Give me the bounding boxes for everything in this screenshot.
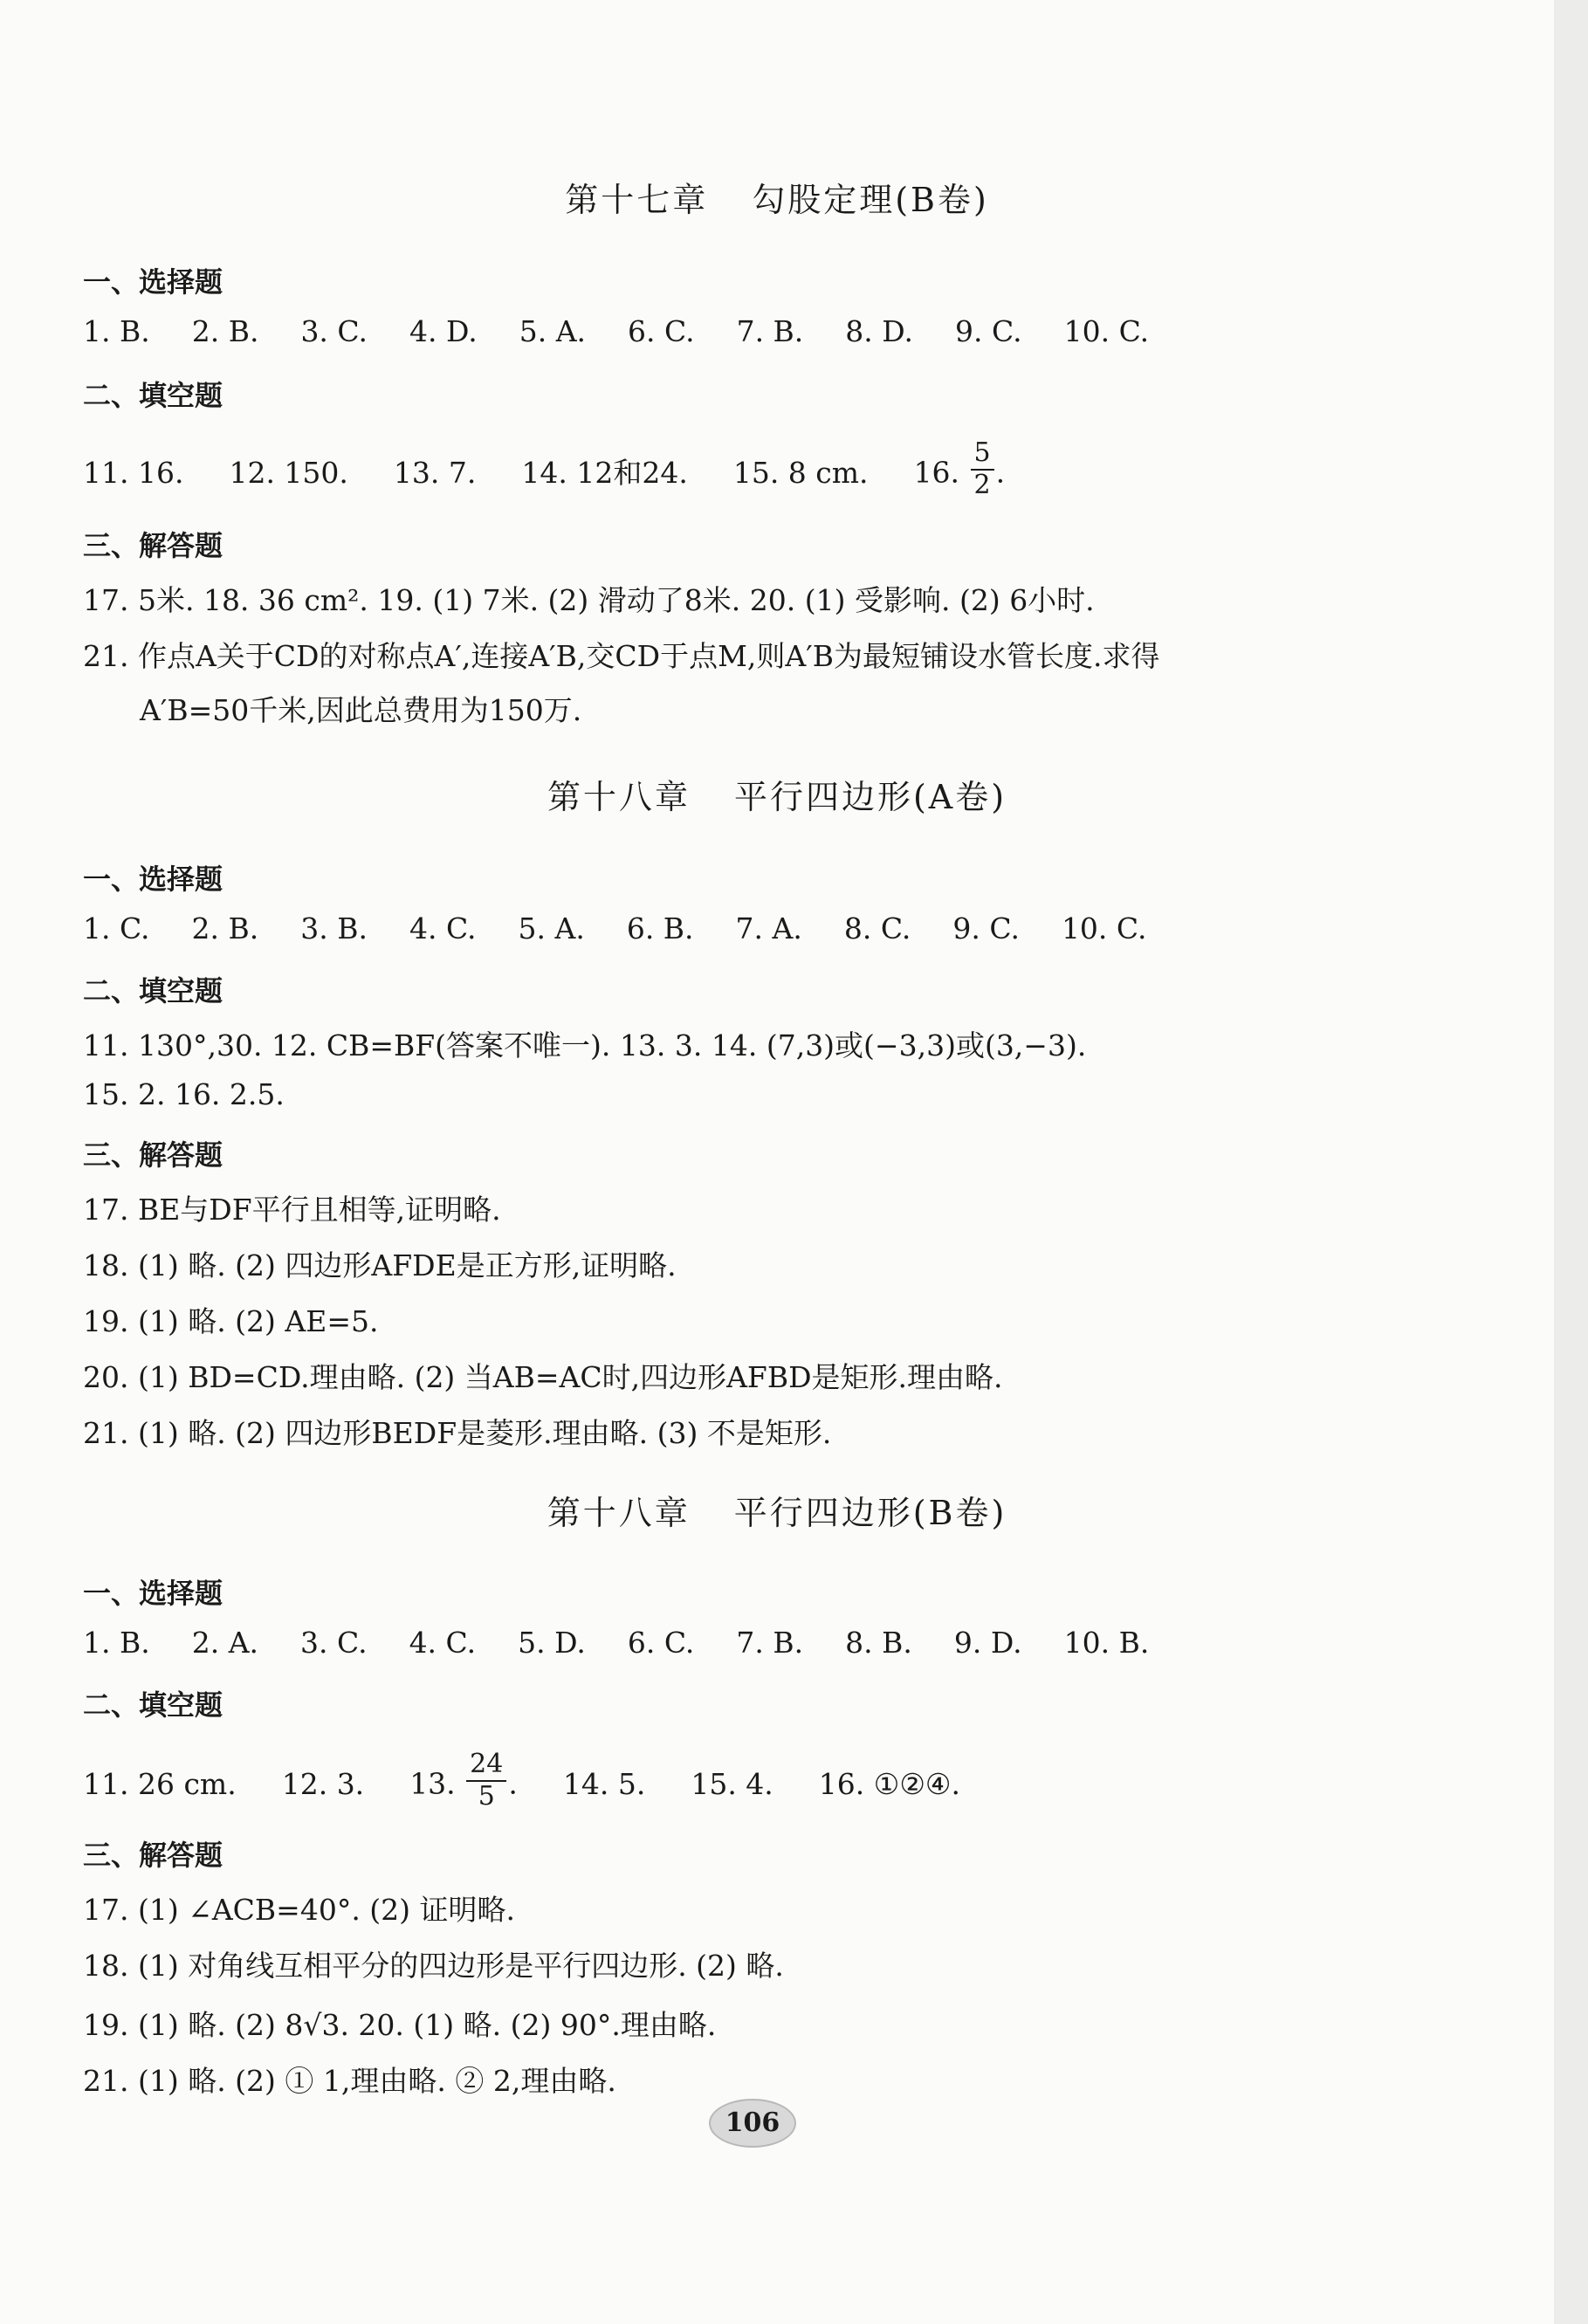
answer-item: 11. 16. xyxy=(83,455,184,490)
answer-item: 9. C. xyxy=(952,911,1020,945)
section-heading-choice: 一、选择题 xyxy=(83,1577,223,1610)
answer-item: 9. D. xyxy=(953,1626,1022,1660)
solve-line: A′B=50千米,因此总费用为150万. xyxy=(140,693,582,727)
answer-item: 13. 7. xyxy=(393,455,477,490)
solve-line: 17. 5米. 18. 36 cm². 19. (1) 7米. (2) 滑动了8米. 20. (1) 受影响. (2) 6小时. xyxy=(83,583,1095,617)
answer-item: 4. C. xyxy=(409,1626,477,1660)
fraction: $\frac{24}{5}$ xyxy=(466,1750,506,1812)
answer-item: 2. B. xyxy=(191,911,259,945)
chapter-title: 第十七章 勾股定理(B卷) xyxy=(565,181,989,219)
answer-item: 7. B. xyxy=(736,1626,804,1660)
section-heading-solve: 三、解答题 xyxy=(83,1839,223,1872)
solve-line: 17. (1) ∠ACB=40°. (2) 证明略. xyxy=(83,1893,516,1927)
answer-item: 4. C. xyxy=(409,911,477,945)
answer-item: 13. $\frac{24}{5}$ . xyxy=(409,1749,518,1812)
solve-line: 21. (1) 略. (2) 四边形BEDF是菱形.理由略. (3) 不是矩形. xyxy=(83,1416,832,1450)
answer-item: 10. C. xyxy=(1063,314,1150,348)
answer-item: 12. 150. xyxy=(229,455,348,490)
answer-item: 1. C. xyxy=(83,911,150,945)
answer-item: 1. B. xyxy=(83,314,150,348)
solve-line: 18. (1) 略. (2) 四边形AFDE是正方形,证明略. xyxy=(83,1248,677,1282)
answer-item: 8. C. xyxy=(843,911,911,945)
answer-item: 8. B. xyxy=(845,1626,912,1660)
fill-answers xyxy=(83,437,1502,505)
solve-line: 17. BE与DF平行且相等,证明略. xyxy=(83,1193,501,1227)
fill-line: 11. 130°,30. 12. CB=BF(答案不唯一). 13. 3. 14. (7,3)或(−3,3)或(3,−3). xyxy=(83,1028,1087,1062)
section-heading-solve: 三、解答题 xyxy=(83,529,223,562)
answer-item: 15. 8 cm. xyxy=(732,455,869,490)
section-heading-fill: 二、填空题 xyxy=(83,379,223,412)
page-edge xyxy=(1554,0,1588,2324)
answer-item: 3. C. xyxy=(300,1626,368,1660)
chapter-title: 第十八章 平行四边形(A卷) xyxy=(547,778,1007,816)
section-heading-choice: 一、选择题 xyxy=(83,863,223,896)
solve-line: 21. (1) 略. (2) ① 1,理由略. ② 2,理由略. xyxy=(83,2064,616,2098)
choice-answers xyxy=(83,1626,1502,1660)
answer-item: 16. $\frac{5}{2}$ . xyxy=(913,437,1006,500)
answer-item: 6. C. xyxy=(628,314,695,348)
answer-item: 14. 12和24. xyxy=(521,455,688,490)
choice-answers xyxy=(83,314,1502,348)
page-number: 106 xyxy=(709,2099,796,2148)
answer-item: 3. C. xyxy=(300,314,368,348)
answer-item: 15. 4. xyxy=(691,1766,773,1801)
fill-line: 15. 2. 16. 2.5. xyxy=(83,1077,285,1111)
answer-item: 7. B. xyxy=(736,314,804,348)
answer-item: 14. 5. xyxy=(562,1766,646,1801)
solve-line: 19. (1) 略. (2) 8√3. 20. (1) 略. (2) 90°.理由略. xyxy=(83,2008,717,2042)
section-heading-solve: 三、解答题 xyxy=(83,1138,223,1172)
fraction: $\frac{5}{2}$ xyxy=(971,438,994,500)
answer-item: 16. ①②④. xyxy=(818,1766,961,1801)
chapter-title: 第十八章 平行四边形(B卷) xyxy=(547,1494,1007,1532)
solve-line: 20. (1) BD=CD.理由略. (2) 当AB=AC时,四边形AFBD是矩形.理由略. xyxy=(83,1360,1003,1394)
answer-item: 11. 26 cm. xyxy=(83,1766,237,1801)
section-heading-fill: 二、填空题 xyxy=(83,1688,223,1722)
solve-line: 21. 作点A关于CD的对称点A′,连接A′B,交CD于点M,则A′B为最短铺设水管长度.求得 xyxy=(83,639,1160,673)
answer-item: 7. A. xyxy=(735,911,802,945)
answer-item: 9. C. xyxy=(955,314,1022,348)
answer-item: 2. B. xyxy=(191,314,259,348)
fill-answers xyxy=(83,1749,1502,1817)
answer-item: 3. B. xyxy=(300,911,368,945)
answer-item: 8. D. xyxy=(845,314,914,348)
answer-item: 12. 3. xyxy=(281,1766,365,1801)
section-heading-fill: 二、填空题 xyxy=(83,974,223,1007)
answer-item: 10. C. xyxy=(1061,911,1147,945)
answer-item: 6. C. xyxy=(627,1626,695,1660)
answer-item: 10. B. xyxy=(1063,1626,1150,1660)
choice-answers xyxy=(83,911,1502,945)
answer-item: 1. B. xyxy=(83,1626,150,1660)
solve-line: 19. (1) 略. (2) AE=5. xyxy=(83,1304,379,1338)
answer-item: 5. A. xyxy=(519,314,587,348)
answer-item: 5. A. xyxy=(518,911,585,945)
section-heading-choice: 一、选择题 xyxy=(83,265,223,299)
answer-item: 6. B. xyxy=(626,911,694,945)
answer-item: 2. A. xyxy=(191,1626,259,1660)
solve-line: 18. (1) 对角线互相平分的四边形是平行四边形. (2) 略. xyxy=(83,1949,784,1983)
answer-item: 5. D. xyxy=(518,1626,586,1660)
answer-item: 4. D. xyxy=(409,314,478,348)
